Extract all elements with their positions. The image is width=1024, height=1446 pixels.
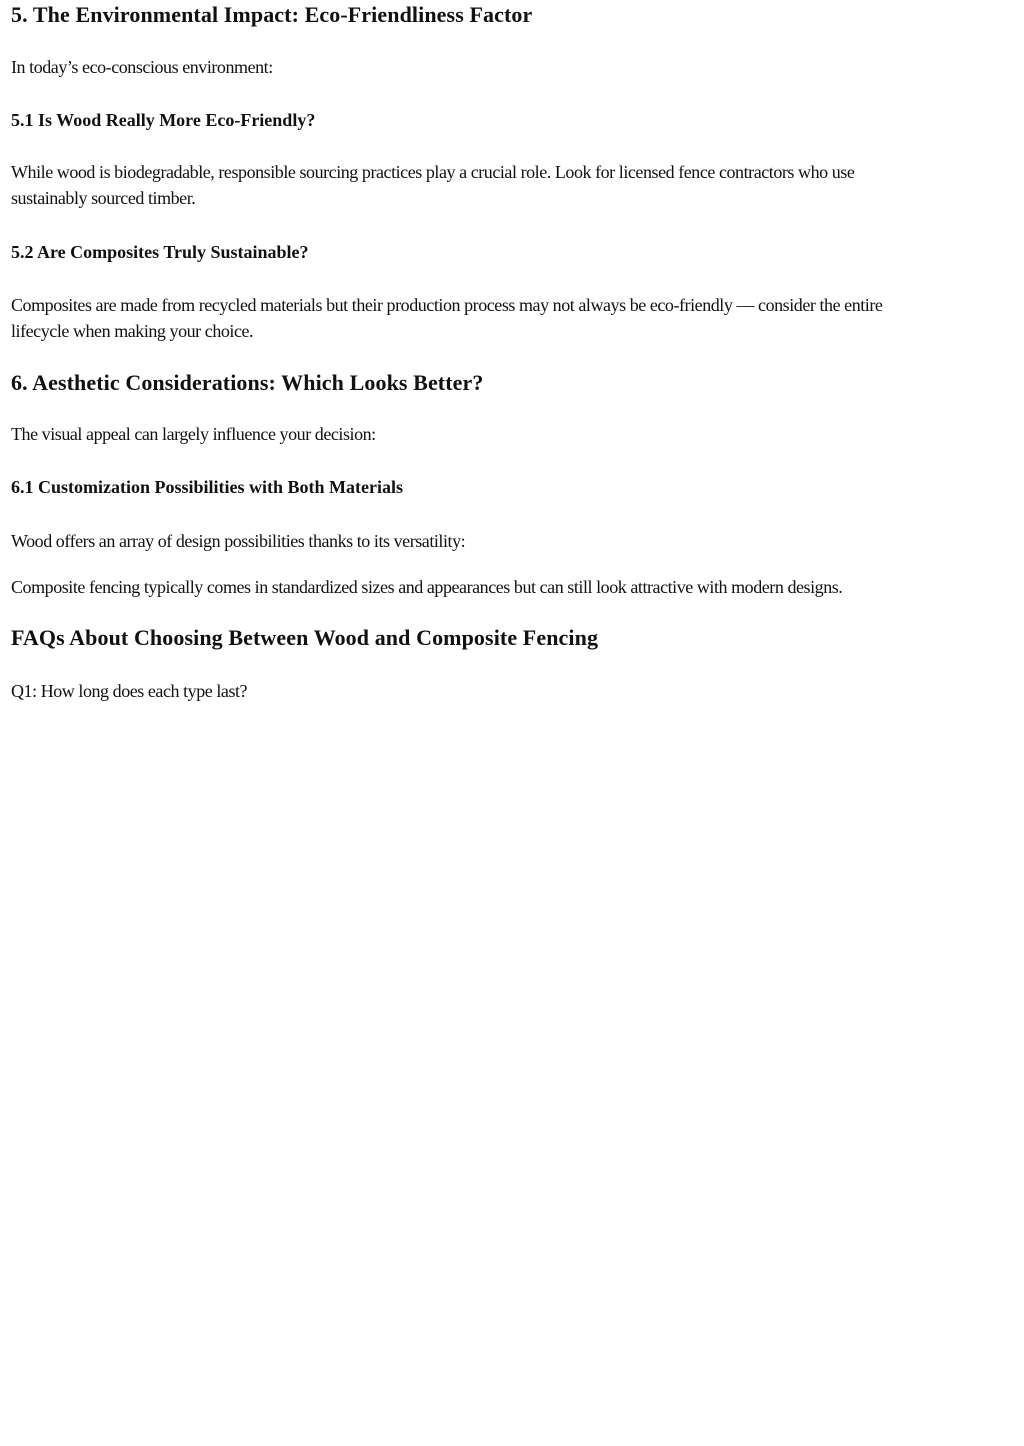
- section-6-intro: The visual appeal can largely influence your decision:: [11, 424, 376, 444]
- subsection-6-1-heading: 6.1 Customization Possibilities with Both Materials: [11, 477, 403, 497]
- faqs-heading: FAQs About Choosing Between Wood and Composite Fencing: [11, 625, 599, 650]
- faq-q1: Q1: How long does each type last?: [11, 681, 248, 701]
- section-5-intro: In today’s eco-conscious environment:: [11, 57, 273, 77]
- subsection-5-2-body-line-1: Composites are made from recycled materials but their production process may not always be eco-friendly — consider the entire: [11, 295, 883, 315]
- section-5-heading: 5. The Environmental Impact: Eco-Friendliness Factor: [11, 2, 533, 27]
- section-6-heading: 6. Aesthetic Considerations: Which Looks Better?: [11, 370, 484, 395]
- subsection-6-1-body-2: Composite fencing typically comes in standardized sizes and appearances but can still look attractive with modern designs.: [11, 577, 843, 597]
- subsection-5-2-body-line-2: lifecycle when making your choice.: [11, 321, 254, 341]
- subsection-5-1-heading: 5.1 Is Wood Really More Eco-Friendly?: [11, 110, 316, 130]
- subsection-5-1-body-line-1: While wood is biodegradable, responsible sourcing practices play a crucial role. Look for licensed fence contractors who use: [11, 162, 855, 182]
- subsection-5-1-body-line-2: sustainably sourced timber.: [11, 188, 196, 208]
- subsection-6-1-body-1: Wood offers an array of design possibilities thanks to its versatility:: [11, 531, 466, 551]
- subsection-5-2-heading: 5.2 Are Composites Truly Sustainable?: [11, 242, 309, 262]
